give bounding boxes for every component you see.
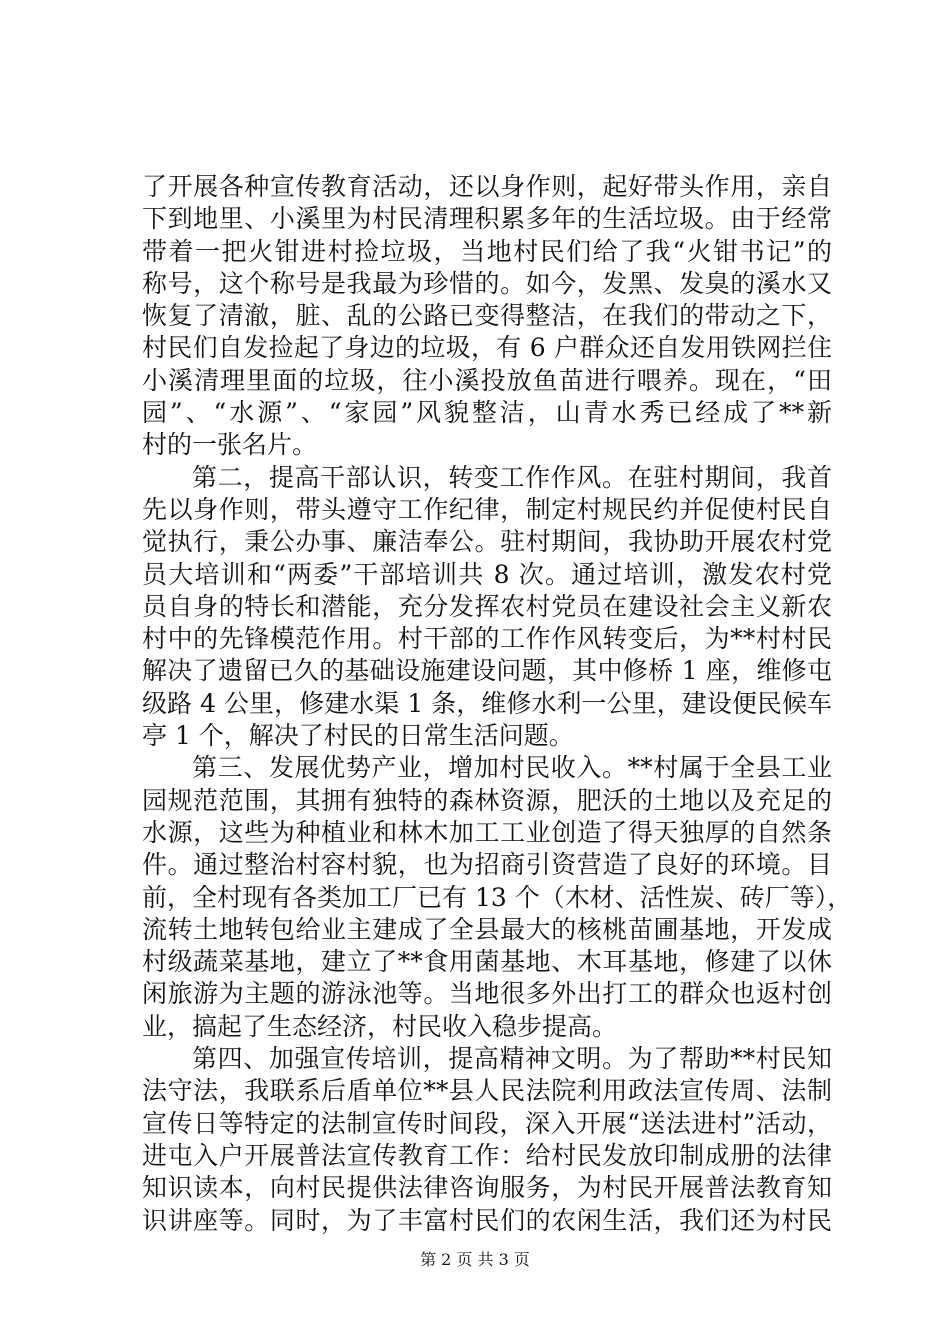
text-line: 小溪清理里面的垃圾，往小溪投放鱼苗进行喂养。现在，“田 xyxy=(142,365,832,395)
text-line: 恢复了清澈，脏、乱的公路已变得整洁，在我们的带动之下， xyxy=(142,301,832,331)
text-line: 员大培训和“两委”干部培训共 8 次。通过培训，激发农村党 xyxy=(142,559,832,589)
text-line: 件。通过整治村容村貌，也为招商引资营造了良好的环境。目 xyxy=(142,850,832,880)
text-line: 前，全村现有各类加工厂已有 13 个（木材、活性炭、砖厂等）， xyxy=(142,882,853,912)
text-line: 村民们自发捡起了身边的垃圾，有 6 户群众还自发用铁网拦住 xyxy=(142,333,832,363)
text-line: 村级蔬菜基地，建立了**食用菌基地、木耳基地，修建了以休 xyxy=(142,947,832,977)
text-line: 法守法，我联系后盾单位**县人民法院利用政法宣传周、法制 xyxy=(142,1076,832,1106)
text-line: 流转土地转包给业主建成了全县最大的核桃苗圃基地，开发成 xyxy=(142,914,832,944)
text-line: 第二，提高干部认识，转变工作作风。在驻村期间，我首 xyxy=(192,462,832,492)
text-line: 园”、“水源”、“家园”风貌整洁，山青水秀已经成了**新 xyxy=(142,398,832,428)
text-line: 园规范范围，其拥有独特的森林资源，肥沃的土地以及充足的 xyxy=(142,785,832,815)
text-line: 第四、加强宣传培训，提高精神文明。为了帮助**村民知 xyxy=(192,1044,832,1074)
page-number-footer: 第 2 页 共 3 页 xyxy=(420,1250,530,1269)
text-line: 亭 1 个，解决了村民的日常生活问题。 xyxy=(142,721,574,751)
text-line: 解决了遗留已久的基础设施建设问题，其中修桥 1 座，维修屯 xyxy=(142,656,832,686)
text-line: 称号，这个称号是我最为珍惜的。如今，发黑、发臭的溪水又 xyxy=(142,268,832,298)
text-line: 知识读本，向村民提供法律咨询服务，为村民开展普法教育知 xyxy=(142,1173,832,1203)
text-line: 先以身作则，带头遵守工作纪律，制定村规民约并促使村民自 xyxy=(142,494,832,524)
text-line: 村中的先锋模范作用。村干部的工作作风转变后，为**村村民 xyxy=(142,624,832,654)
text-line: 进屯入户开展普法宣传教育工作：给村民发放印制成册的法律 xyxy=(142,1140,832,1170)
text-line: 了开展各种宣传教育活动，还以身作则，起好带头作用，亲自 xyxy=(142,172,832,201)
text-line: 识讲座等。同时，为了丰富村民们的农闲生活，我们还为村民 xyxy=(142,1205,832,1235)
text-line: 宣传日等特定的法制宣传时间段，深入开展“送法进村”活动， xyxy=(142,1108,832,1138)
text-line: 带着一把火钳进村捡垃圾，当地村民们给了我“火钳书记”的 xyxy=(142,236,832,266)
text-line: 业，搞起了生态经济，村民收入稳步提高。 xyxy=(142,1011,618,1041)
text-line: 级路 4 公里，修建水渠 1 条，维修水利一公里，建设便民候车 xyxy=(142,688,832,718)
text-line: 员自身的特长和潜能，充分发挥农村党员在建设社会主义新农 xyxy=(142,591,832,621)
text-line: 下到地里、小溪里为村民清理积累多年的生活垃圾。由于经常 xyxy=(142,204,832,234)
text-line: 水源，这些为种植业和林木加工工业创造了得天独厚的自然条 xyxy=(142,817,832,847)
document-body xyxy=(142,171,853,1237)
text-line: 觉执行，秉公办事、廉洁奉公。驻村期间，我协助开展农村党 xyxy=(142,527,832,557)
text-line: 第三、发展优势产业，增加村民收入。**村属于全县工业 xyxy=(192,753,832,783)
text-line: 闲旅游为主题的游泳池等。当地很多外出打工的群众也返村创 xyxy=(142,979,832,1009)
text-line: 村的一张名片。 xyxy=(142,430,318,460)
